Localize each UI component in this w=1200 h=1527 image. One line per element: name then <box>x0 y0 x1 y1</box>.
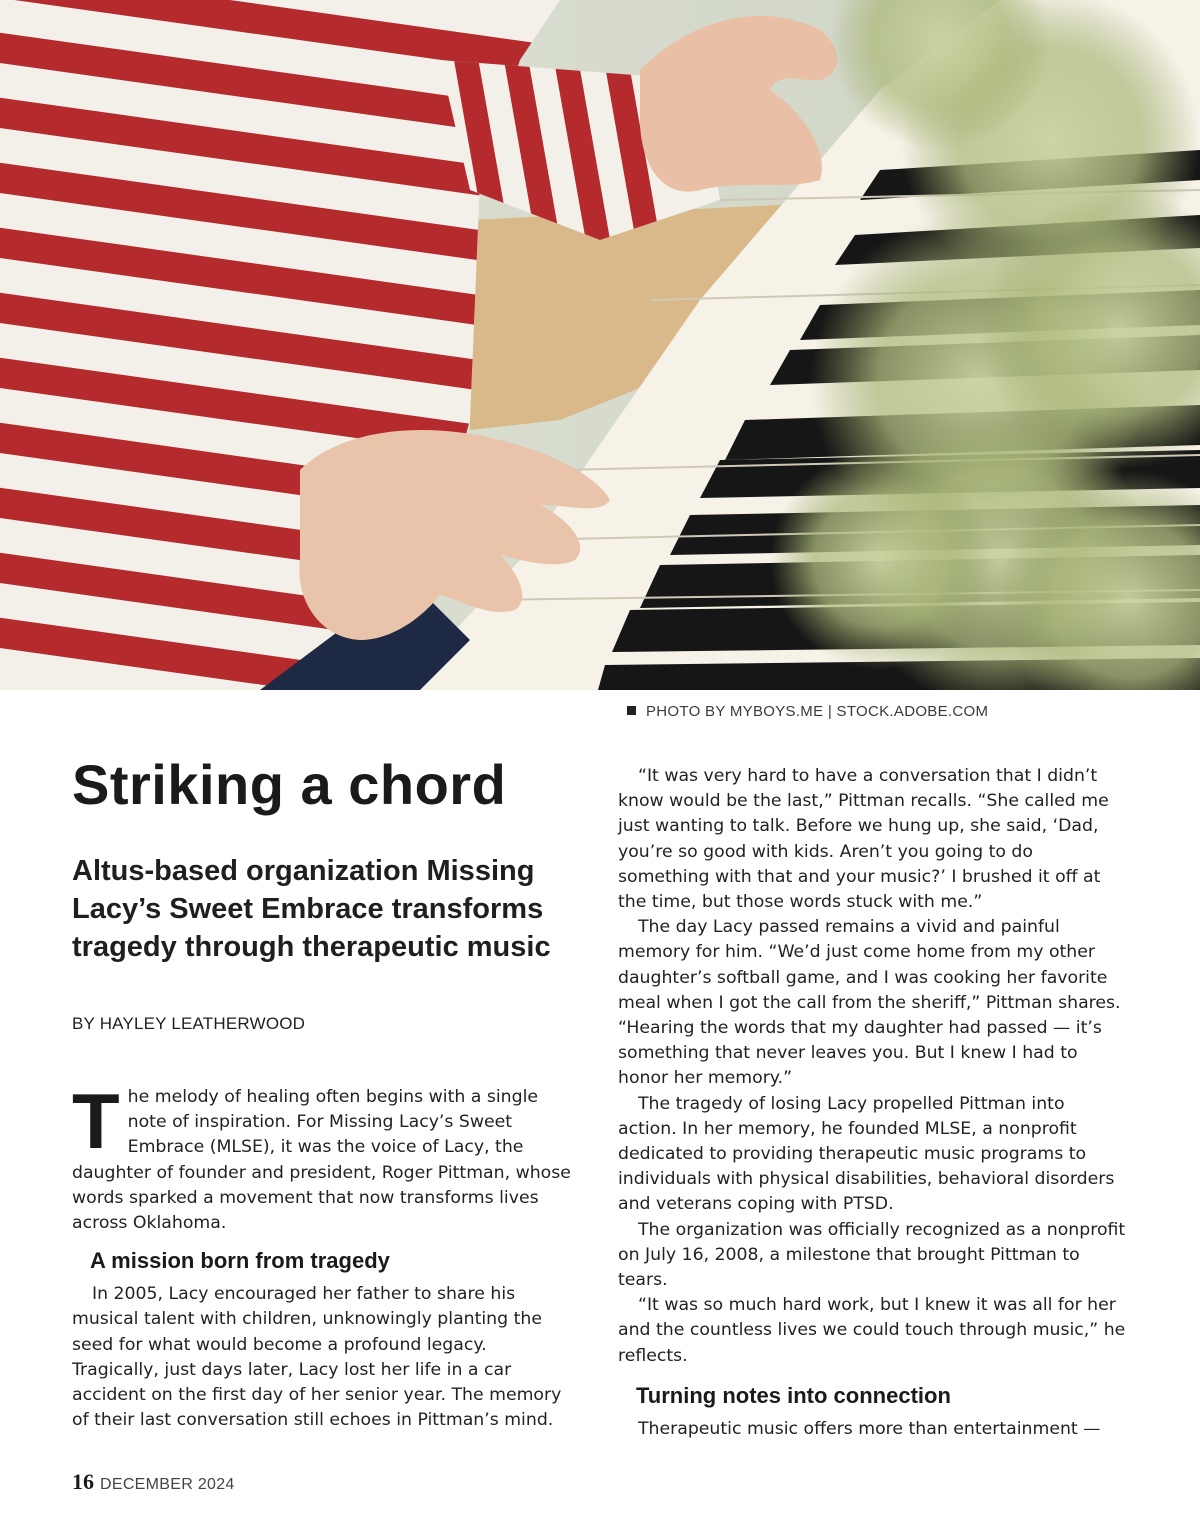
photo-credit <box>627 703 988 720</box>
right-column <box>618 764 1128 1442</box>
issue-date: DECEMBER 2024 <box>100 1476 235 1493</box>
byline: BY HAYLEY LEATHERWOOD <box>72 1014 306 1033</box>
hero-photo <box>0 0 1200 690</box>
page-number: 16 <box>72 1469 94 1494</box>
piano-photo-illustration <box>0 0 1200 690</box>
intro-paragraph <box>72 1077 578 1236</box>
paragraph: In 2005, Lacy encouraged her father to share his musical talent with children, unknowingly planting the seed for what would become a profound legacy. Tragically, just days later, Lacy lost her life in a car accident on the first day of her senior year. The memory of their last conversation still echoes in Pittman’s mind. <box>72 1284 562 1431</box>
page-footer <box>72 1469 235 1495</box>
left-column <box>72 1077 578 1433</box>
paragraph: Therapeutic music offers more than entertainment — <box>638 1418 1101 1439</box>
paragraph: The tragedy of losing Lacy propelled Pittman into action. In her memory, he founded MLSE, a nonprofit dedicated to providing therapeutic music programs to individuals with physical disabilities, behavioral disorders and veterans coping with PTSD. <box>618 1093 1115 1215</box>
article-deck: Altus-based organization Missing Lacy’s Sweet Embrace transforms tragedy through therapeutic music <box>72 855 551 963</box>
paragraph: The organization was officially recognized as a nonprofit on July 16, 2008, a milestone that brought Pittman to tears. <box>618 1219 1126 1291</box>
article-title: Striking a chord <box>72 753 507 816</box>
paragraph: The day Lacy passed remains a vivid and painful memory for him. “We’d just come home from my other daughter’s softball game, and I was cooking her favorite meal when I got the call from the sheriff,” Pittman shares. “Hearing the words that my daughter had passed — it’s something that never leaves you. But I knew I had to honor her memory.” <box>618 917 1121 1089</box>
paragraph: “It was so much hard work, but I knew it was all for her and the countless lives we could touch through music,” he reflects. <box>618 1295 1126 1366</box>
paragraph: “It was very hard to have a conversation that I didn’t know would be the last,” Pittman recalls. “She called me just wanting to talk. Before we hung up, she said, ‘Dad, you’re so good with kids. Aren’t you going to do something with that and your music?’ I brushed it off at the time, but those words stuck with me.” <box>618 766 1109 913</box>
intro-text: he melody of healing often begins with a single note of inspiration. For Missing Lacy’s Sweet Embrace (MLSE), it was the voice of Lacy, the daughter of founder and president, Roger Pittman, whose words sparked a movement that now transforms lives across Oklahoma. <box>72 1087 571 1234</box>
subhead-connection: Turning notes into connection <box>636 1382 951 1408</box>
photo-credit-text: PHOTO BY MYBOYS.ME | STOCK.ADOBE.COM <box>646 703 989 720</box>
drop-cap: T <box>72 1077 120 1165</box>
bullet-square-icon <box>627 706 636 715</box>
subhead-mission: A mission born from tragedy <box>90 1248 390 1274</box>
